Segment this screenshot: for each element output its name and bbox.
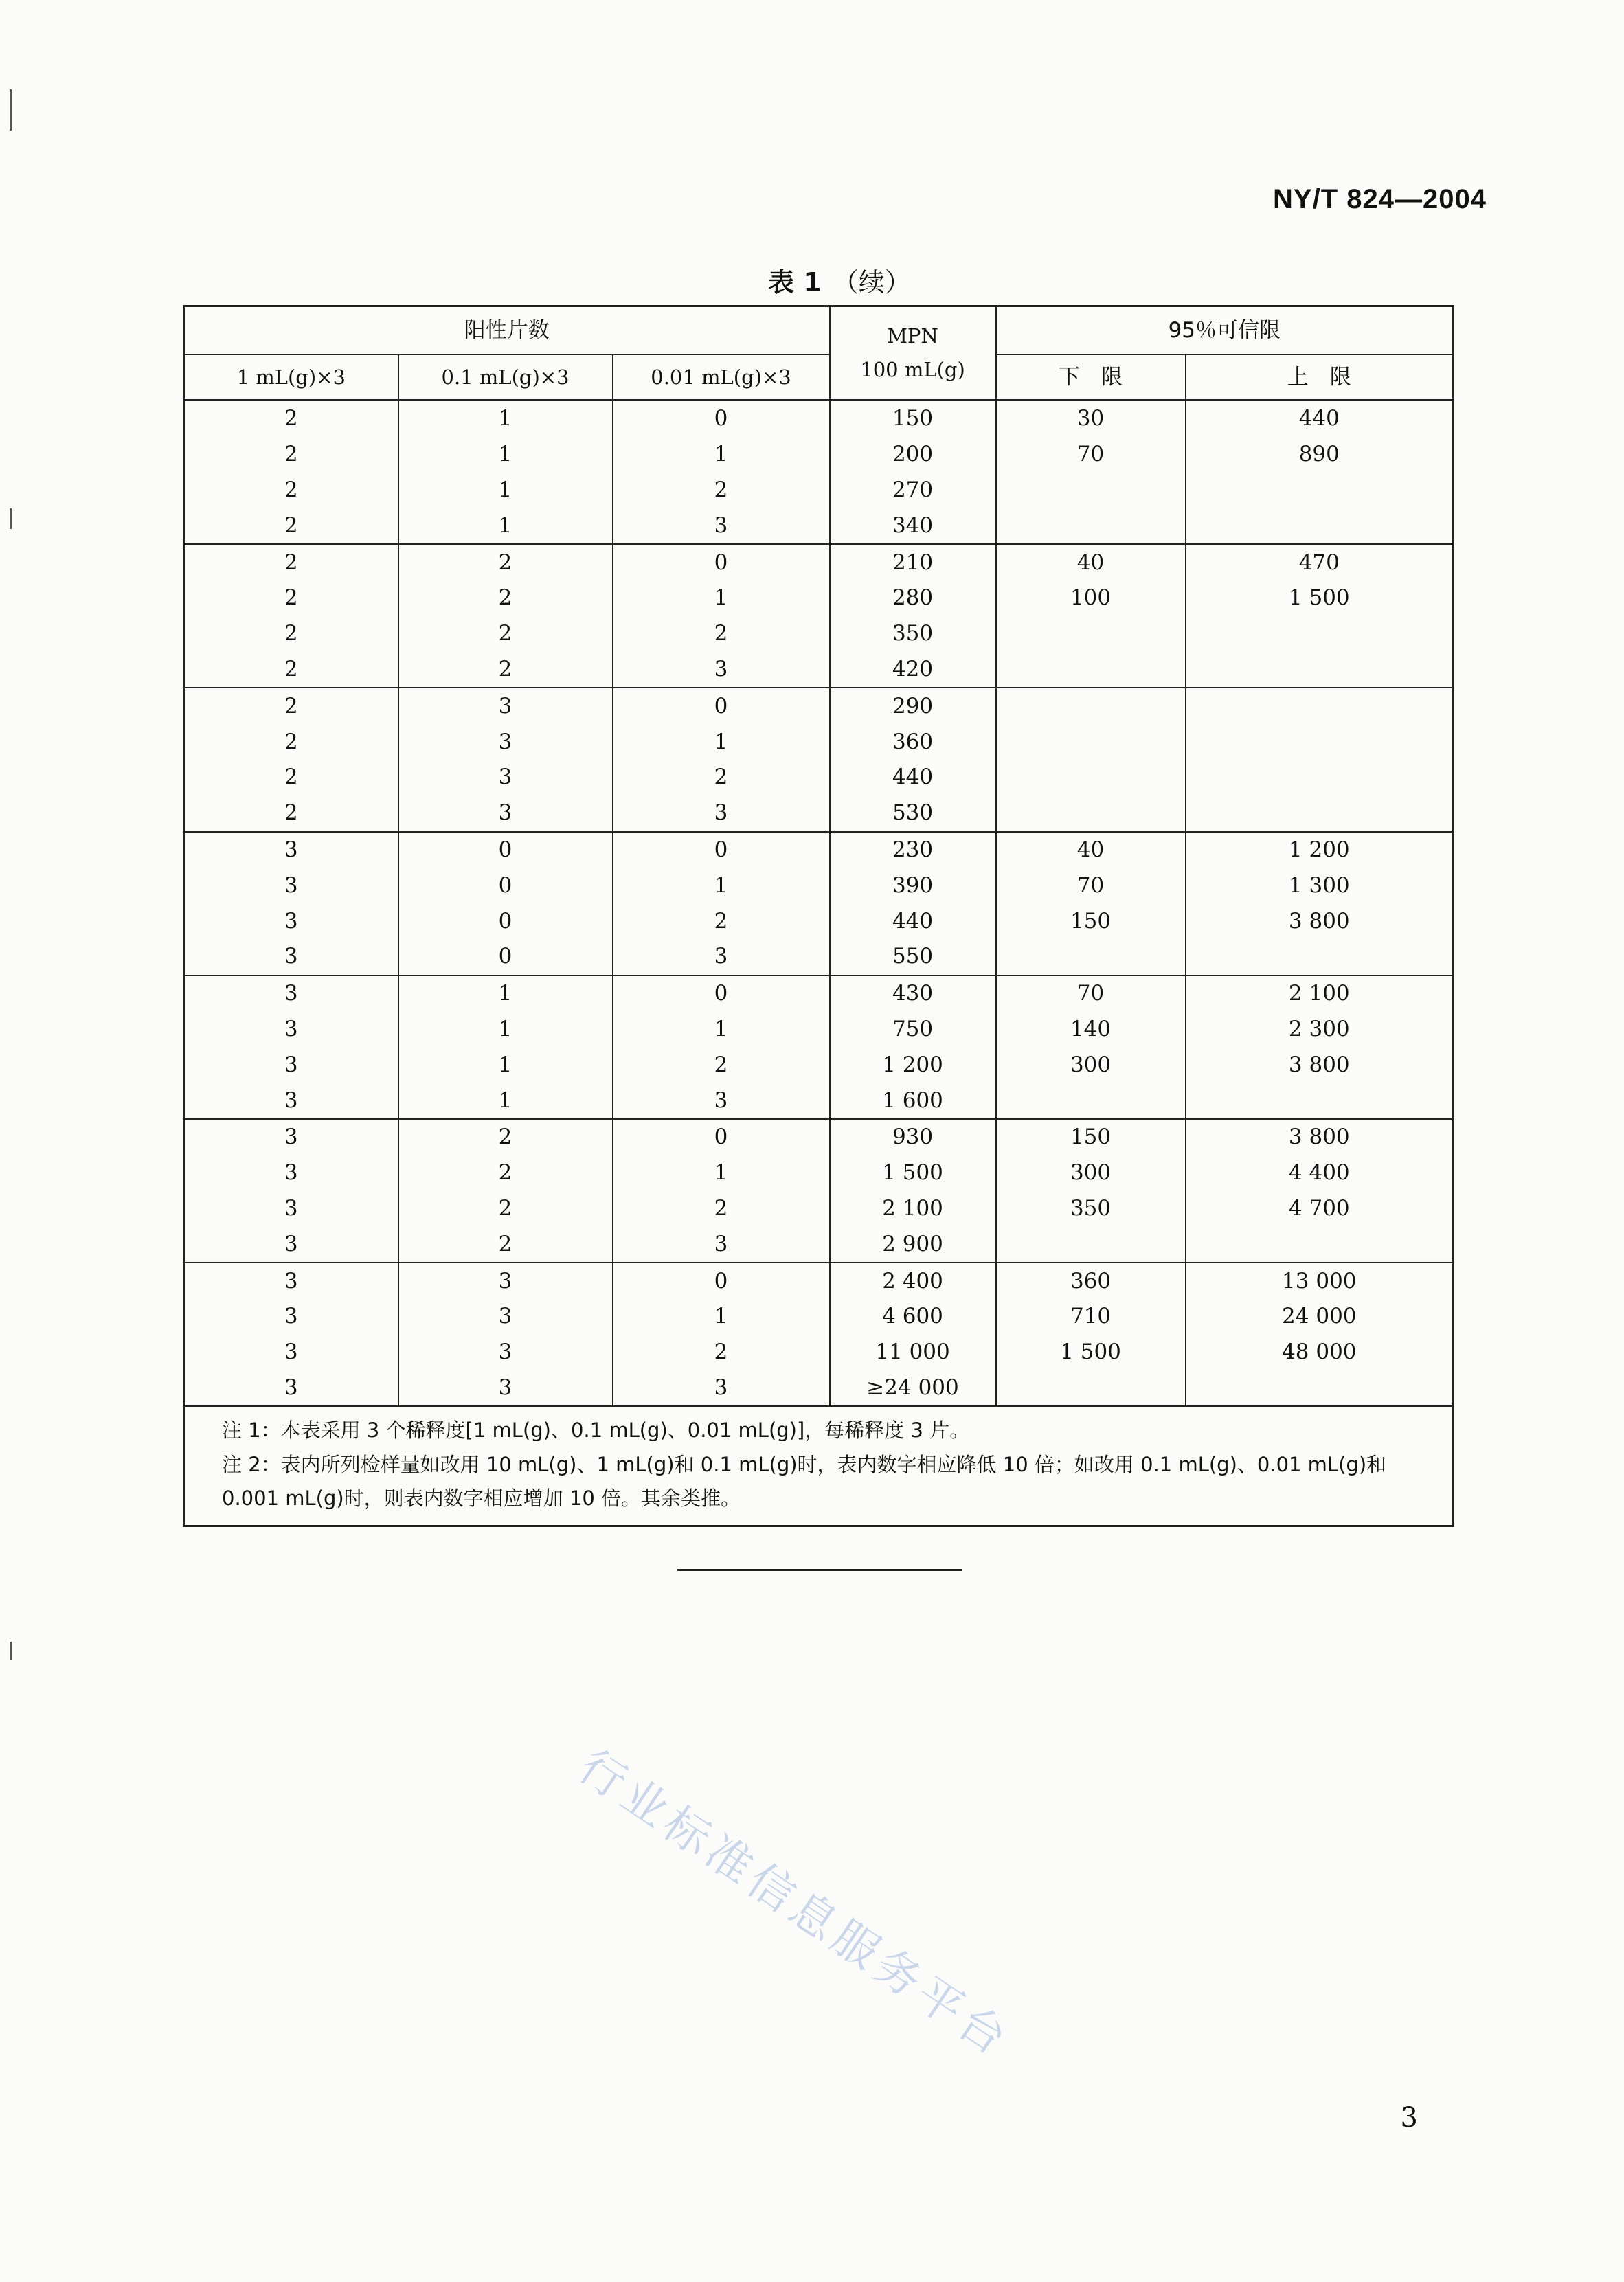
col-001ml-header: 0.01 mL(g)×3 bbox=[613, 354, 830, 400]
cell-001ml: 0 bbox=[613, 544, 830, 580]
cell-mpn: 1 200 bbox=[830, 1047, 996, 1083]
row-group bbox=[184, 544, 1454, 688]
cell-lower: 30 bbox=[996, 400, 1186, 437]
cell-01ml: 3 bbox=[398, 1370, 613, 1407]
cell-lower bbox=[996, 724, 1186, 760]
cell-01ml: 1 bbox=[398, 400, 613, 437]
cell-001ml: 2 bbox=[613, 473, 830, 508]
page-number: 3 bbox=[1400, 2102, 1418, 2134]
cell-1ml: 3 bbox=[184, 1083, 398, 1119]
cell-upper: 1 200 bbox=[1186, 832, 1454, 868]
cell-001ml: 0 bbox=[613, 688, 830, 724]
cell-mpn: 11 000 bbox=[830, 1335, 996, 1370]
cell-01ml: 0 bbox=[398, 939, 613, 975]
cell-upper: 3 800 bbox=[1186, 1047, 1454, 1083]
cell-001ml: 2 bbox=[613, 760, 830, 795]
cell-lower bbox=[996, 652, 1186, 688]
cell-01ml: 1 bbox=[398, 437, 613, 473]
cell-001ml: 2 bbox=[613, 616, 830, 652]
cell-mpn: 210 bbox=[830, 544, 996, 580]
cell-mpn: 4 600 bbox=[830, 1299, 996, 1335]
table-row bbox=[184, 580, 1454, 616]
cell-01ml: 3 bbox=[398, 1335, 613, 1370]
cell-1ml: 3 bbox=[184, 1335, 398, 1370]
cell-lower: 300 bbox=[996, 1047, 1186, 1083]
cell-upper: 470 bbox=[1186, 544, 1454, 580]
cell-upper: 3 800 bbox=[1186, 1119, 1454, 1155]
cell-001ml: 2 bbox=[613, 903, 830, 939]
cell-1ml: 2 bbox=[184, 544, 398, 580]
mpn-unit-label: 100 mL(g) bbox=[860, 358, 965, 381]
cell-1ml: 3 bbox=[184, 1155, 398, 1191]
cell-01ml: 3 bbox=[398, 1263, 613, 1299]
table-row bbox=[184, 1263, 1454, 1299]
cell-upper: 3 800 bbox=[1186, 903, 1454, 939]
table-row bbox=[184, 473, 1454, 508]
cell-lower: 710 bbox=[996, 1299, 1186, 1335]
table-row bbox=[184, 760, 1454, 795]
cell-lower bbox=[996, 1083, 1186, 1119]
cell-mpn: 530 bbox=[830, 795, 996, 832]
cell-01ml: 3 bbox=[398, 1299, 613, 1335]
cell-mpn: 550 bbox=[830, 939, 996, 975]
cell-001ml: 3 bbox=[613, 1226, 830, 1263]
table-row bbox=[184, 1226, 1454, 1263]
cell-01ml: 0 bbox=[398, 868, 613, 903]
cell-upper bbox=[1186, 939, 1454, 975]
cell-01ml: 3 bbox=[398, 688, 613, 724]
cell-01ml: 1 bbox=[398, 975, 613, 1012]
table-row bbox=[184, 1155, 1454, 1191]
row-group bbox=[184, 1263, 1454, 1406]
table-row bbox=[184, 544, 1454, 580]
cell-mpn: 230 bbox=[830, 832, 996, 868]
cell-lower: 1 500 bbox=[996, 1335, 1186, 1370]
end-rule bbox=[677, 1569, 962, 1571]
cell-upper bbox=[1186, 508, 1454, 544]
cell-001ml: 1 bbox=[613, 1299, 830, 1335]
cell-upper bbox=[1186, 1226, 1454, 1263]
table-title bbox=[0, 261, 1624, 299]
cell-001ml: 1 bbox=[613, 437, 830, 473]
cell-lower: 100 bbox=[996, 580, 1186, 616]
table-title-label: 表 1 bbox=[768, 267, 822, 297]
upper-limit-header: 上 限 bbox=[1186, 354, 1454, 400]
watermark: 行业标准信息服务平台 bbox=[569, 1739, 1021, 2068]
cell-1ml: 2 bbox=[184, 437, 398, 473]
cell-lower bbox=[996, 508, 1186, 544]
row-group bbox=[184, 688, 1454, 831]
cell-lower bbox=[996, 1226, 1186, 1263]
cell-mpn: 290 bbox=[830, 688, 996, 724]
cell-upper: 48 000 bbox=[1186, 1335, 1454, 1370]
cell-1ml: 2 bbox=[184, 760, 398, 795]
cell-upper: 2 100 bbox=[1186, 975, 1454, 1012]
cell-01ml: 0 bbox=[398, 903, 613, 939]
table-row bbox=[184, 616, 1454, 652]
cell-upper: 13 000 bbox=[1186, 1263, 1454, 1299]
cell-upper bbox=[1186, 760, 1454, 795]
cell-lower bbox=[996, 939, 1186, 975]
mpn-header bbox=[830, 306, 996, 400]
cell-001ml: 1 bbox=[613, 868, 830, 903]
cell-lower bbox=[996, 616, 1186, 652]
cell-1ml: 3 bbox=[184, 939, 398, 975]
cell-upper: 890 bbox=[1186, 437, 1454, 473]
table-row bbox=[184, 1119, 1454, 1155]
cell-lower: 40 bbox=[996, 832, 1186, 868]
table-title-suffix: （续） bbox=[832, 267, 911, 297]
row-group bbox=[184, 832, 1454, 975]
table-row bbox=[184, 1083, 1454, 1119]
cell-lower bbox=[996, 1370, 1186, 1407]
cell-01ml: 2 bbox=[398, 1119, 613, 1155]
cell-1ml: 3 bbox=[184, 868, 398, 903]
cell-mpn: 430 bbox=[830, 975, 996, 1012]
table-row bbox=[184, 688, 1454, 724]
col-1ml-header: 1 mL(g)×3 bbox=[184, 354, 398, 400]
cell-upper: 24 000 bbox=[1186, 1299, 1454, 1335]
cell-1ml: 3 bbox=[184, 1226, 398, 1263]
cell-upper: 1 300 bbox=[1186, 868, 1454, 903]
cell-01ml: 2 bbox=[398, 1226, 613, 1263]
mpn-header-label: MPN bbox=[887, 324, 938, 348]
cell-lower: 140 bbox=[996, 1012, 1186, 1048]
cell-mpn: 2 900 bbox=[830, 1226, 996, 1263]
cell-01ml: 2 bbox=[398, 544, 613, 580]
cell-upper bbox=[1186, 1370, 1454, 1407]
standard-code: NY/T 824—2004 bbox=[1273, 184, 1487, 214]
cell-1ml: 2 bbox=[184, 580, 398, 616]
cell-1ml: 3 bbox=[184, 1012, 398, 1048]
table-notes bbox=[184, 1406, 1454, 1526]
cell-01ml: 2 bbox=[398, 616, 613, 652]
table-row bbox=[184, 652, 1454, 688]
cell-01ml: 1 bbox=[398, 473, 613, 508]
cell-upper bbox=[1186, 473, 1454, 508]
cell-upper bbox=[1186, 724, 1454, 760]
table-row bbox=[184, 1012, 1454, 1048]
cell-mpn: 200 bbox=[830, 437, 996, 473]
cell-upper: 1 500 bbox=[1186, 580, 1454, 616]
cell-lower: 360 bbox=[996, 1263, 1186, 1299]
cell-001ml: 1 bbox=[613, 580, 830, 616]
cell-mpn: 1 600 bbox=[830, 1083, 996, 1119]
cell-001ml: 3 bbox=[613, 795, 830, 832]
row-group bbox=[184, 400, 1454, 545]
cell-mpn: 440 bbox=[830, 903, 996, 939]
cell-1ml: 3 bbox=[184, 975, 398, 1012]
cell-upper: 4 700 bbox=[1186, 1191, 1454, 1227]
lower-limit-header: 下 限 bbox=[996, 354, 1186, 400]
cell-lower: 350 bbox=[996, 1191, 1186, 1227]
cell-1ml: 2 bbox=[184, 400, 398, 437]
cell-upper: 2 300 bbox=[1186, 1012, 1454, 1048]
scan-artifact bbox=[10, 508, 12, 529]
cell-mpn: 150 bbox=[830, 400, 996, 437]
cell-mpn: 350 bbox=[830, 616, 996, 652]
cell-lower: 300 bbox=[996, 1155, 1186, 1191]
table-row bbox=[184, 1370, 1454, 1407]
cell-1ml: 2 bbox=[184, 652, 398, 688]
cell-mpn: 1 500 bbox=[830, 1155, 996, 1191]
cell-mpn: 750 bbox=[830, 1012, 996, 1048]
cell-001ml: 0 bbox=[613, 400, 830, 437]
confidence-limit-header: 95％可信限 bbox=[996, 306, 1454, 355]
cell-mpn: 420 bbox=[830, 652, 996, 688]
cell-1ml: 3 bbox=[184, 1370, 398, 1407]
cell-lower bbox=[996, 760, 1186, 795]
cell-01ml: 1 bbox=[398, 1012, 613, 1048]
cell-mpn: 270 bbox=[830, 473, 996, 508]
cell-001ml: 2 bbox=[613, 1191, 830, 1227]
cell-001ml: 3 bbox=[613, 939, 830, 975]
cell-1ml: 3 bbox=[184, 1191, 398, 1227]
cell-lower bbox=[996, 688, 1186, 724]
cell-mpn: 340 bbox=[830, 508, 996, 544]
cell-001ml: 0 bbox=[613, 832, 830, 868]
cell-001ml: 3 bbox=[613, 508, 830, 544]
cell-mpn: 360 bbox=[830, 724, 996, 760]
cell-mpn: ≥24 000 bbox=[830, 1370, 996, 1407]
cell-01ml: 3 bbox=[398, 724, 613, 760]
table-row bbox=[184, 1299, 1454, 1335]
table-row bbox=[184, 1191, 1454, 1227]
cell-1ml: 2 bbox=[184, 473, 398, 508]
cell-1ml: 2 bbox=[184, 724, 398, 760]
cell-001ml: 0 bbox=[613, 1119, 830, 1155]
cell-mpn: 280 bbox=[830, 580, 996, 616]
cell-1ml: 3 bbox=[184, 903, 398, 939]
cell-001ml: 0 bbox=[613, 1263, 830, 1299]
cell-upper: 4 400 bbox=[1186, 1155, 1454, 1191]
scan-artifact bbox=[10, 1642, 12, 1660]
table-row bbox=[184, 508, 1454, 544]
cell-upper bbox=[1186, 795, 1454, 832]
cell-mpn: 440 bbox=[830, 760, 996, 795]
cell-01ml: 3 bbox=[398, 760, 613, 795]
cell-lower: 70 bbox=[996, 975, 1186, 1012]
cell-lower: 70 bbox=[996, 868, 1186, 903]
cell-lower bbox=[996, 795, 1186, 832]
cell-1ml: 3 bbox=[184, 1263, 398, 1299]
cell-1ml: 3 bbox=[184, 1299, 398, 1335]
cell-upper bbox=[1186, 652, 1454, 688]
table-row bbox=[184, 975, 1454, 1012]
cell-1ml: 2 bbox=[184, 508, 398, 544]
scan-artifact bbox=[10, 89, 12, 131]
cell-001ml: 3 bbox=[613, 1083, 830, 1119]
cell-01ml: 1 bbox=[398, 1047, 613, 1083]
row-group bbox=[184, 975, 1454, 1119]
cell-01ml: 0 bbox=[398, 832, 613, 868]
mpn-table bbox=[183, 305, 1454, 1527]
table-row bbox=[184, 868, 1454, 903]
cell-001ml: 3 bbox=[613, 652, 830, 688]
cell-1ml: 3 bbox=[184, 1119, 398, 1155]
cell-001ml: 2 bbox=[613, 1335, 830, 1370]
cell-mpn: 930 bbox=[830, 1119, 996, 1155]
table-row bbox=[184, 400, 1454, 437]
cell-upper bbox=[1186, 688, 1454, 724]
positive-tubes-header: 阳性片数 bbox=[184, 306, 830, 355]
cell-lower: 40 bbox=[996, 544, 1186, 580]
cell-1ml: 2 bbox=[184, 688, 398, 724]
cell-001ml: 2 bbox=[613, 1047, 830, 1083]
cell-mpn: 390 bbox=[830, 868, 996, 903]
table-row bbox=[184, 1335, 1454, 1370]
cell-lower: 150 bbox=[996, 903, 1186, 939]
col-01ml-header: 0.1 mL(g)×3 bbox=[398, 354, 613, 400]
cell-1ml: 2 bbox=[184, 616, 398, 652]
cell-1ml: 3 bbox=[184, 1047, 398, 1083]
table-row bbox=[184, 903, 1454, 939]
cell-01ml: 2 bbox=[398, 580, 613, 616]
cell-lower bbox=[996, 473, 1186, 508]
cell-01ml: 1 bbox=[398, 508, 613, 544]
cell-mpn: 2 400 bbox=[830, 1263, 996, 1299]
cell-01ml: 3 bbox=[398, 795, 613, 832]
table-row bbox=[184, 939, 1454, 975]
table-note: 注 2：表内所列检样量如改用 10 mL(g)、1 mL(g)和 0.1 mL(g)时，表内数字相应降低 10 倍；如改用 0.1 mL(g)、0.01 mL(g)和 0.001 mL(g)时，则表内数字相应增加 10 倍。其余类推。 bbox=[222, 1452, 1387, 1510]
table-note: 注 1：本表采用 3 个稀释度[1 mL(g)、0.1 mL(g)、0.01 mL(g)]，每稀释度 3 片。 bbox=[222, 1419, 970, 1443]
cell-001ml: 1 bbox=[613, 1012, 830, 1048]
cell-01ml: 1 bbox=[398, 1083, 613, 1119]
cell-01ml: 2 bbox=[398, 652, 613, 688]
cell-upper: 440 bbox=[1186, 400, 1454, 437]
cell-1ml: 2 bbox=[184, 795, 398, 832]
table-row bbox=[184, 832, 1454, 868]
table-row bbox=[184, 795, 1454, 832]
cell-001ml: 1 bbox=[613, 724, 830, 760]
cell-001ml: 3 bbox=[613, 1370, 830, 1407]
cell-001ml: 1 bbox=[613, 1155, 830, 1191]
table-row bbox=[184, 724, 1454, 760]
cell-1ml: 3 bbox=[184, 832, 398, 868]
table-row bbox=[184, 1047, 1454, 1083]
table-row bbox=[184, 437, 1454, 473]
cell-01ml: 2 bbox=[398, 1191, 613, 1227]
cell-01ml: 2 bbox=[398, 1155, 613, 1191]
cell-lower: 70 bbox=[996, 437, 1186, 473]
cell-upper bbox=[1186, 616, 1454, 652]
cell-001ml: 0 bbox=[613, 975, 830, 1012]
row-group bbox=[184, 1119, 1454, 1263]
cell-upper bbox=[1186, 1083, 1454, 1119]
cell-lower: 150 bbox=[996, 1119, 1186, 1155]
cell-mpn: 2 100 bbox=[830, 1191, 996, 1227]
